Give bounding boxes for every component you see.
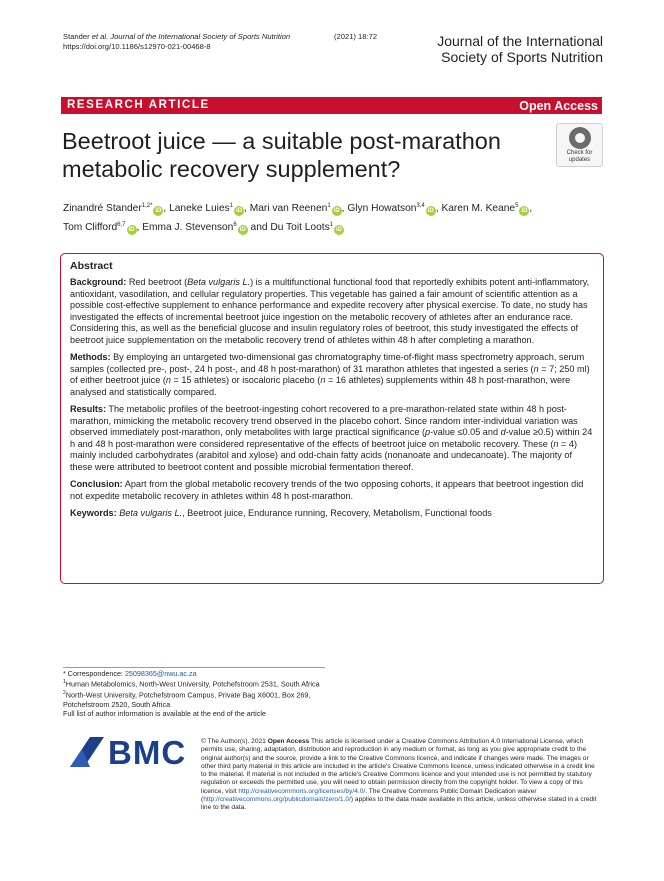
author-name[interactable]: Tom Clifford (63, 222, 118, 233)
orcid-icon[interactable]: iD (155, 208, 162, 214)
conclusion-text: Apart from the global metabolic recovery trends of the two opposing cohorts, it appears that beetroot ingestion did not expedite metabolic recovery in athletes within 48 h post-marathon. (70, 479, 584, 501)
license-text: . The Creative Commons Public Domain Dedication waiver ( (201, 787, 537, 803)
methods-n: n (533, 363, 539, 374)
author-affiliation: 1 (327, 203, 331, 209)
citation-authors: Stander (63, 32, 92, 41)
article-title: Beetroot juice — a suitable post-marathon metabolic recovery supplement? (62, 128, 501, 182)
correspondence-email-link[interactable]: 25098365@nwu.ac.za (124, 669, 197, 678)
methods-text: = 7; 250 ml) of either beetroot juice ( (70, 363, 590, 386)
bmc-logo (70, 734, 190, 771)
bmc-logo-text: BMC (108, 734, 187, 771)
author-affiliation: 6,7 (117, 222, 126, 228)
journal-name-line2: Society of Sports Nutrition (441, 48, 603, 65)
abstract-keywords (70, 508, 594, 520)
abstract-methods (70, 352, 594, 398)
license-text: ) applies to the data made available in this article, unless otherwise stated in a credit line to the data. (201, 795, 597, 811)
background-label: Background: (70, 277, 127, 287)
abstract-conclusion (70, 479, 594, 502)
license-open-access: Open Access (267, 738, 310, 745)
author-affiliation: 1,2* (141, 203, 153, 209)
results-text: The metabolic profiles of the beetroot-ingesting cohort recovered to a pre-marathon-related state within 48 h post-marathon, mimicking the metabolic recovery trend observed in the placebo cohort. Since random inter-individual variation was observed immediately post-marathon, only metabolites with large practical significance ( (70, 403, 578, 438)
author-name[interactable]: Zinandré Stander (63, 203, 142, 214)
background-text: Red beetroot ( (126, 277, 188, 287)
orcid-icon[interactable]: iD (333, 208, 340, 214)
results-d: d (500, 427, 506, 438)
author-name[interactable]: Du Toit Loots (270, 222, 330, 233)
author-name[interactable]: Mari van Reenen (249, 203, 328, 214)
check-for-updates-icon (569, 127, 591, 149)
author-affiliation: 1 (229, 203, 234, 209)
author-list: Zinandré Stander$^{1,2*}$iD , Laneke Luies$^1$iD , Mari van Reenen$^1$iD , Glyn Howatson$^{3,4}$iD , Karen M. Keane$^5$iD , Tom Clifford$^{6,7}$iD , Emma J. Stevenson$^6$iD and Du Toit Loots$^1$iD (63, 203, 533, 233)
results-label: Results: (70, 403, 107, 414)
full-author-info-note: Full list of author information is available at the end of the article (63, 709, 266, 719)
methods-text: = 16 athletes) supplements within 48 h post-marathon, were analysed and statistically compared. (70, 375, 571, 397)
license-statement (201, 738, 602, 812)
author-affiliation: 5 (515, 203, 519, 209)
license-text: © The Author(s). 2021 (201, 738, 268, 745)
methods-n: n (165, 375, 171, 386)
results-text: -value ≤0.05 and (430, 427, 501, 438)
keywords-text: , Beetroot juice, Endurance running, Recovery, Metabolism, Functional foods (182, 507, 492, 518)
abstract-box (60, 253, 604, 584)
conclusion-label: Conclusion: (70, 479, 123, 489)
affiliation-2: $^2$North-West University, Potchefstroom Campus, Private Bag X6001, Box 269, Potchefstroom 2520, South Africa (63, 690, 311, 709)
background-species: Beta vulgaris L. (187, 277, 251, 287)
doi-link[interactable]: https://doi.org/10.1186/s12970-021-00468-8 (63, 42, 211, 51)
footnote-divider (63, 667, 325, 668)
article-type-banner (61, 97, 602, 114)
author-affiliation: 6 (233, 222, 237, 228)
author-affiliation: 1 (329, 222, 334, 228)
orcid-icon[interactable]: iD (239, 227, 246, 233)
keywords-species: Beta vulgaris L. (119, 507, 183, 518)
correspondence (63, 669, 325, 678)
orcid-icon[interactable]: iD (521, 208, 528, 214)
methods-text: = 15 athletes) or isocaloric placebo ( (170, 375, 321, 386)
abstract-background (70, 277, 594, 347)
year-volume: (2021) 18:72 (334, 32, 378, 41)
methods-text: By employing an untargeted two-dimensional gas chromatography time-of-flight mass spectrometry approach, serum samples (collected pre-, post-, 24 h post-, and 48 h post-marathon) of 31 marathon athletes that ingested a series ( (70, 352, 585, 374)
citation-journal: et al. Journal of the International Society of Sports Nutrition (91, 32, 291, 41)
check-for-updates-button[interactable] (556, 123, 603, 167)
article-type: RESEARCH ARTICLE (67, 99, 210, 111)
results-p: p (425, 427, 431, 438)
results-n: n (553, 438, 559, 449)
author-affiliation: 3,4 (416, 203, 425, 209)
abstract-heading: Abstract (70, 260, 113, 272)
affiliation-1-text: Human Metabolomics, North-West University, Potchefstroom 2531, South Africa (65, 679, 320, 689)
affiliation-1: $^1$Human Metabolomics, North-West University, Potchefstroom 2531, South Africa (63, 679, 320, 689)
journal-name (437, 34, 603, 65)
results-text: = 4) mainly included carbohydrates (arabitol and xylose) and odd-chain fatty acids (nonanoate and undecanoate). The majority of these were attributed to beetroot content and possible microbial fermentation thereof. (70, 438, 577, 472)
journal-name-line1: Journal of the International (437, 33, 603, 49)
authors-conjunction: and (250, 222, 268, 233)
background-text: ) is a multifunctional functional food that reportedly exhibits potent anti-inflammatory, antioxidant, vasodilation, and cellular regulatory properties. This vegetable has gained a fair amount of scientific attention as a possible cost-effective supplement to enhance performance and expedite recovery after physical exercise. To date, no study has investigated the effects of incremental beetroot juice ingestion on the metabolic recovery of athletes after an endurance race. Considering this, as well as the beneficial glucose and insulin regulatory roles of beetroot, this study investigated the effects of beetroot juice supplementation on the metabolic recovery trend of athletes within 48 h after completing a marathon. (70, 277, 590, 345)
author-name[interactable]: Glyn Howatson (347, 203, 417, 214)
keywords-label: Keywords: (70, 507, 117, 518)
author-name[interactable]: Laneke Luies (169, 203, 230, 214)
abstract-results (70, 404, 594, 474)
correspondence-label: * Correspondence: (63, 669, 125, 678)
methods-n: n (320, 375, 326, 386)
orcid-icon[interactable]: iD (128, 227, 135, 233)
check-for-updates-line1: Check for (566, 150, 593, 156)
orcid-icon[interactable]: iD (236, 208, 243, 214)
running-header-citation (63, 32, 333, 52)
author-name[interactable]: Emma J. Stevenson (142, 222, 234, 233)
orcid-icon[interactable]: iD (336, 227, 343, 233)
orcid-icon[interactable]: iD (427, 208, 434, 214)
footnotes (63, 669, 325, 719)
open-access-label: Open Access (519, 98, 598, 113)
results-text: -value ≥0.5) within 24 h and 48 h post-marathon were considered representative of the effects of beetroot juice on metabolic recovery. These ( (70, 427, 593, 449)
affiliation-2-text: North-West University, Potchefstroom Campus, Private Bag X6001, Box 269, Potchefstroom 2520, South Africa (63, 690, 311, 709)
cc-zero-waiver-link[interactable]: http://creativecommons.org/publicdomain/zero/1.0/ (203, 795, 351, 803)
author-name[interactable]: Karen M. Keane (441, 203, 516, 214)
cc-by-license-link[interactable]: http://creativecommons.org/licenses/by/4.0/ (238, 787, 366, 795)
check-for-updates-line2: updates (568, 157, 591, 163)
bmc-logo-mark (70, 737, 104, 767)
methods-label: Methods: (70, 352, 111, 363)
license-text: This article is licensed under a Creative Commons Attribution 4.0 International License, which permits use, sharing, adaptation, distribution and reproduction in any medium or format, as long as you give appropriate credit to the original author(s) and the source, provide a link to the Creative Commons licence, and indicate if changes were made. The images or other third party material in this article are included in the article's Creative Commons licence, unless indicated otherwise in a credit line to the material. If material is not included in the article's Creative Commons licence and your intended use is not permitted by statutory regulation or exceeds the permitted use, you will need to obtain permission directly from the copyright holder. To view a copy of this licence, visit (201, 738, 595, 795)
